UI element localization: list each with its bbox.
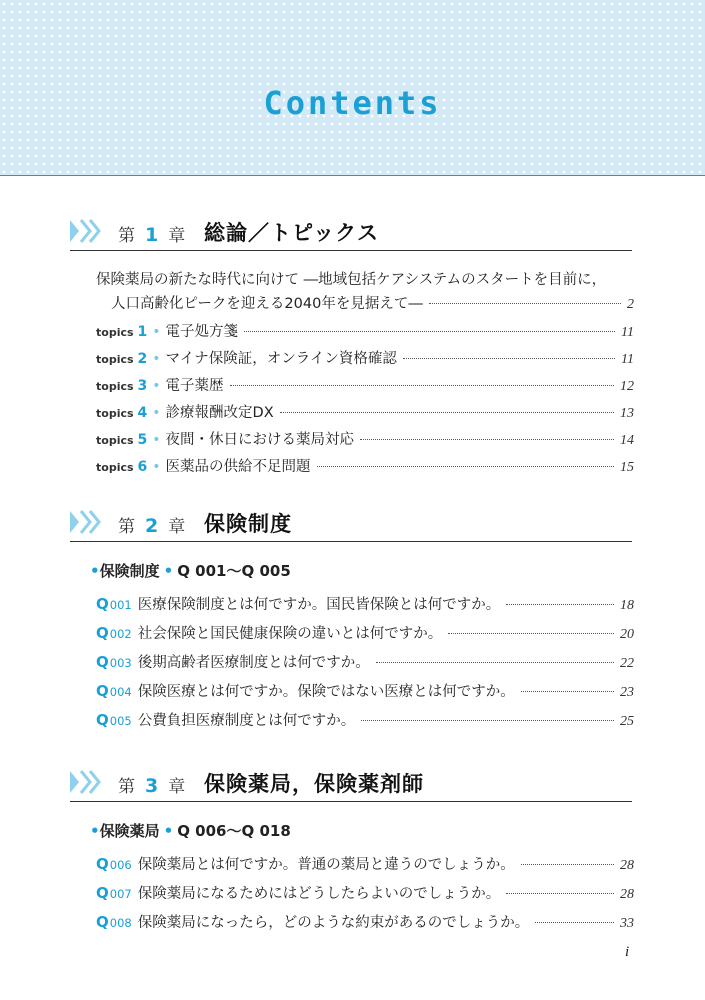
topic-entry[interactable]: topics 2 • マイナ保険証，オンライン資格確認 11 [96, 351, 634, 367]
leader-dots [244, 331, 615, 332]
chapter-3-heading [70, 766, 632, 802]
question-entry[interactable]: Q 006 保険薬局とは何ですか。普通の薬局と違うのでしょうか。 28 [96, 855, 634, 873]
topic-entry[interactable]: topics 6 • 医薬品の供給不足問題 15 [96, 459, 634, 475]
question-entry[interactable]: Q 002 社会保険と国民健康保険の違いとは何ですか。 20 [96, 624, 634, 642]
topic-entry[interactable]: topics 1 • 電子処方箋 11 [96, 324, 634, 340]
chapter-title: 保険制度 [204, 512, 292, 536]
leader-dots [506, 893, 614, 894]
leader-dots [535, 922, 614, 923]
question-entry[interactable]: Q 001 医療保険制度とは何ですか。国民皆保険とは何ですか。 18 [96, 595, 634, 613]
leader-dots [403, 358, 615, 359]
chevron-right-icon [70, 218, 108, 244]
leader-dots [521, 864, 614, 865]
chapter-number: 第 1 章 [118, 224, 186, 246]
question-entry[interactable]: Q 008 保険薬局になったら，どのような約束があるのでしょうか。 33 [96, 913, 634, 931]
intro-line-1[interactable]: 保険薬局の新たな時代に向けて ―地域包括ケアシステムのスタートを目前に， [96, 272, 607, 288]
leader-dots [280, 412, 614, 413]
intro-line-2[interactable]: 人口高齢化ピークを迎える2040年を見据えて― 2 [111, 296, 634, 312]
leader-dots [230, 385, 614, 386]
chevron-right-icon [70, 509, 108, 535]
leader-dots [361, 720, 614, 721]
chevron-right-icon [70, 769, 108, 795]
chapter-1-heading [70, 215, 632, 251]
topic-entry[interactable]: topics 5 • 夜間・休日における薬局対応 14 [96, 432, 634, 448]
chapter-2-heading [70, 506, 632, 542]
chapter-number: 第 2 章 [118, 515, 186, 537]
question-entry[interactable]: Q 005 公費負担医療制度とは何ですか。 25 [96, 711, 634, 729]
topic-entry[interactable]: topics 4 • 診療報酬改定DX 13 [96, 405, 634, 421]
leader-dots [376, 662, 614, 663]
chapter-title: 総論／トピックス [204, 221, 379, 245]
question-entry[interactable]: Q 003 後期高齢者医療制度とは何ですか。 22 [96, 653, 634, 671]
section-heading: •保険薬局 • Q 006～Q 018 [90, 822, 291, 840]
contents-title: Contents [263, 84, 442, 122]
leader-dots [448, 633, 614, 634]
section-heading: •保険制度 • Q 001～Q 005 [90, 562, 291, 580]
question-entry[interactable]: Q 004 保険医療とは何ですか。保険ではない医療とは何ですか。 23 [96, 682, 634, 700]
chapter-number: 第 3 章 [118, 775, 186, 797]
leader-dots [317, 466, 614, 467]
topic-entry[interactable]: topics 3 • 電子薬歴 12 [96, 378, 634, 394]
leader-dots [521, 691, 614, 692]
question-entry[interactable]: Q 007 保険薬局になるためにはどうしたらよいのでしょうか。 28 [96, 884, 634, 902]
chapter-title: 保険薬局，保険薬剤師 [204, 772, 424, 796]
leader-dots [360, 439, 614, 440]
page-number: i [625, 944, 630, 960]
leader-dots [506, 604, 614, 605]
leader-dots [429, 303, 621, 304]
